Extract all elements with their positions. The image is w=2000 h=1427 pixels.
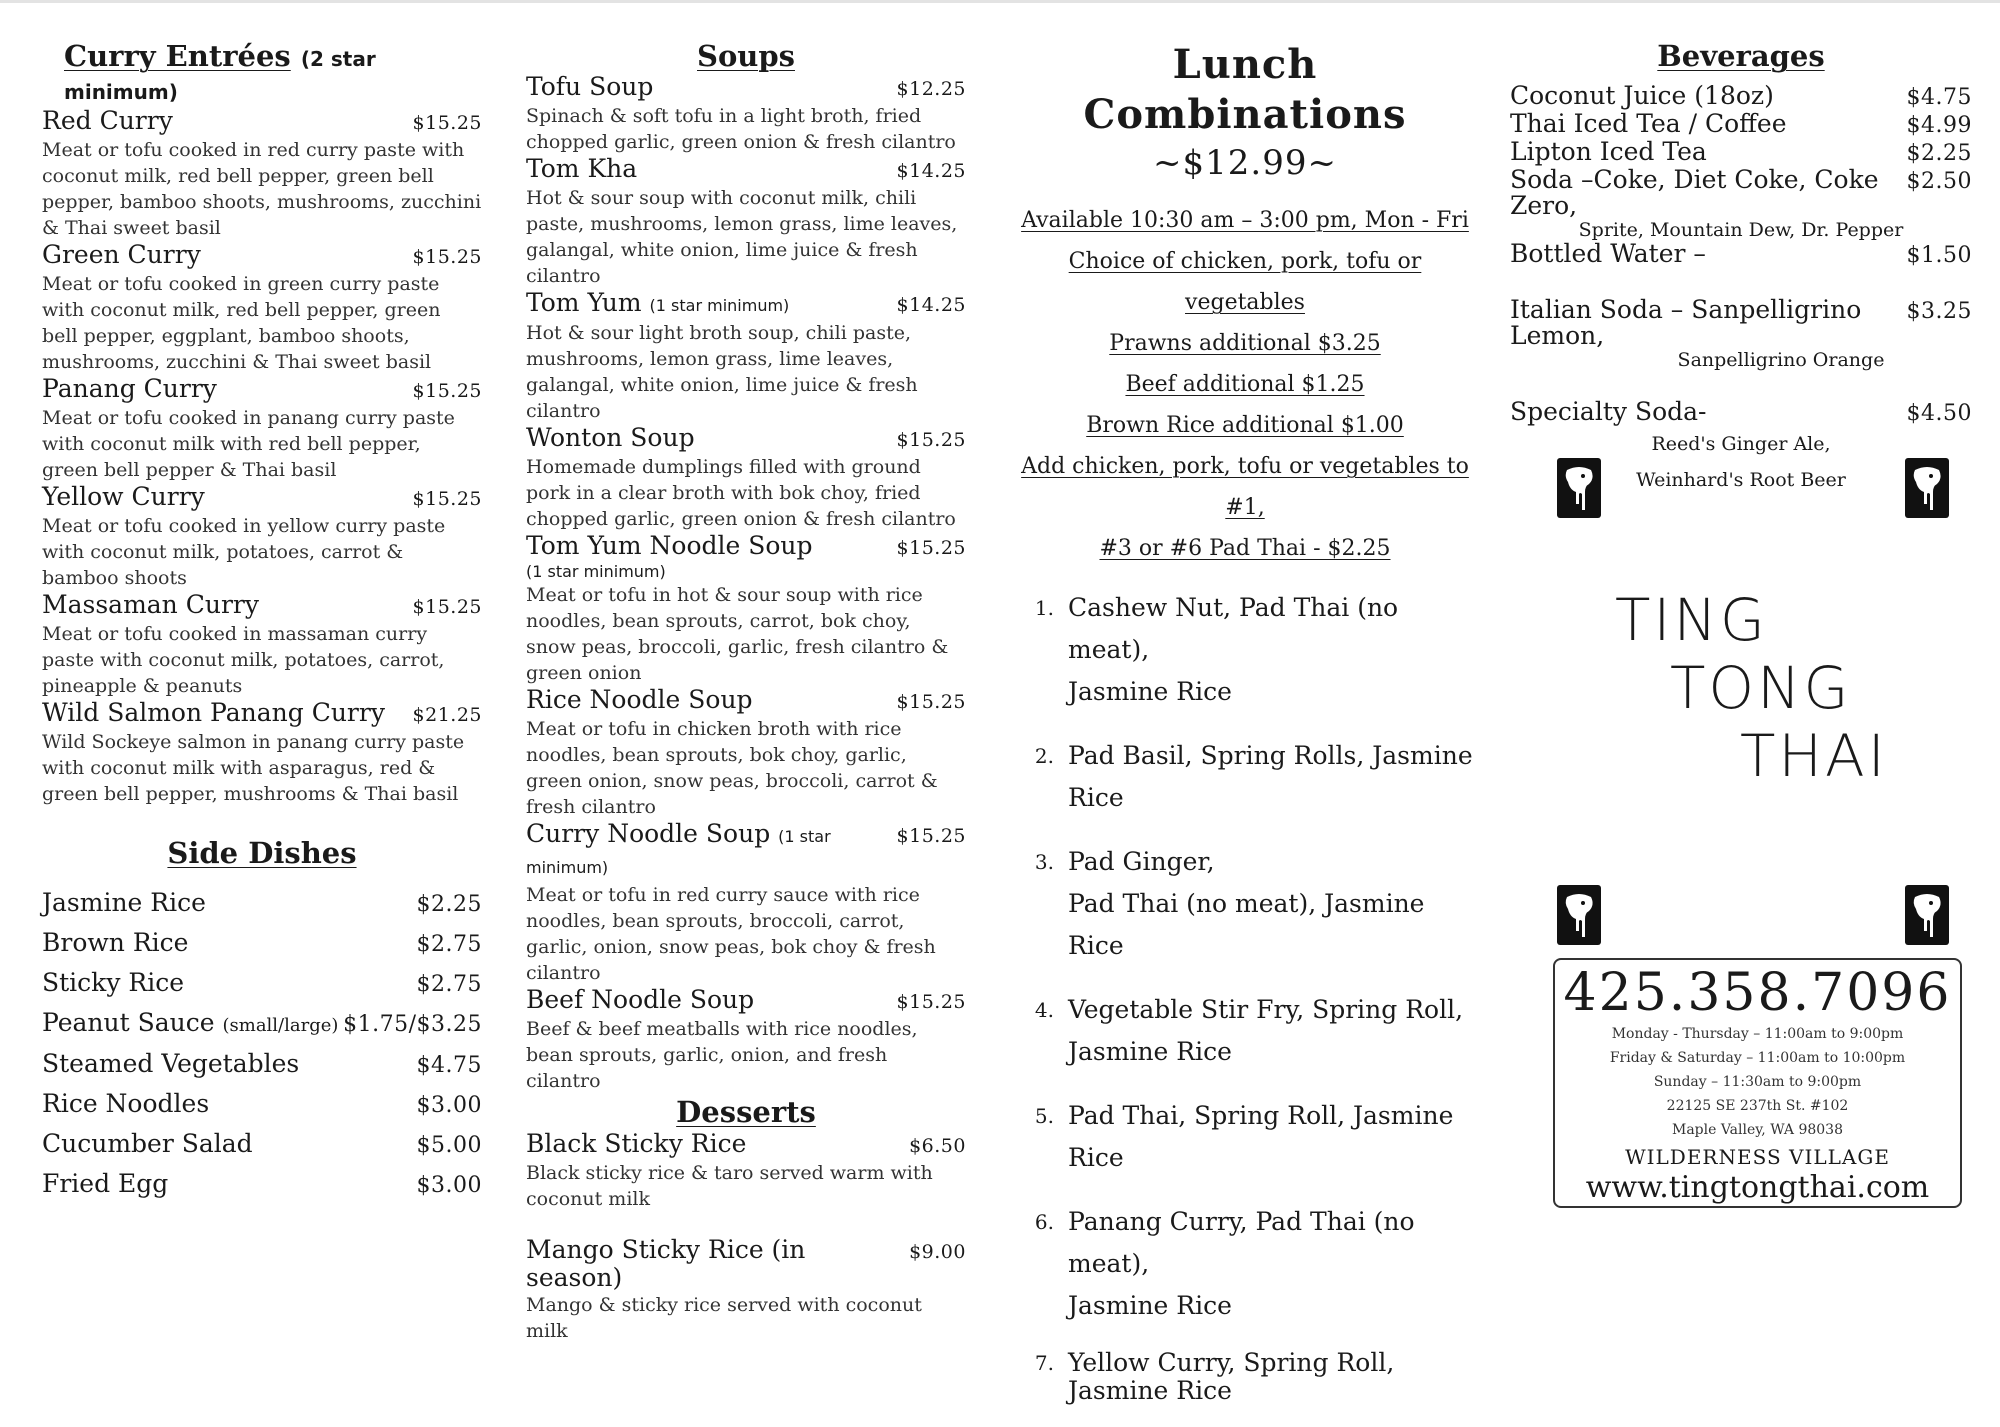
hours-address-list: [1555, 1022, 1960, 1142]
soups-heading: Soups: [697, 39, 795, 73]
curry-item-row: [42, 591, 482, 621]
beverage-row: [1510, 111, 1972, 139]
combo-number: 4.: [1034, 998, 1054, 1022]
soup-item-desc: Beef & beef meatballs with rice noodles, bean sprouts, garlic, onion, and fresh cilantro: [526, 1018, 918, 1093]
soup-item-row: [526, 424, 966, 454]
desserts-list: [526, 1130, 966, 1344]
lunch-combo-item: [1010, 735, 1480, 819]
brand-line-1: TING: [1615, 586, 1768, 654]
elephant-logo-icon: [1557, 885, 1601, 945]
side-dish-name: [42, 884, 206, 922]
side-dish-label: Steamed Vegetables: [42, 1049, 300, 1079]
side-dish-label: Cucumber Salad: [42, 1129, 253, 1159]
soup-item-price: $15.25: [896, 691, 966, 714]
dessert-item-name: Black Sticky Rice: [526, 1128, 747, 1158]
beverage-row: [1510, 139, 1972, 167]
side-dish-row: [42, 1125, 482, 1165]
combo-line-2: Jasmine Rice: [1068, 1037, 1232, 1066]
curry-item-name: Wild Salmon Panang Curry: [42, 697, 385, 727]
curry-item-desc: Meat or tofu cooked in red curry paste with coconut milk, red bell pepper, green bell pepper, bamboo shoots, mushrooms, zucchini & Thai sweet basil: [42, 138, 482, 239]
side-dish-name: [42, 964, 184, 1002]
side-dish-price: $2.75: [416, 932, 482, 958]
lunch-combo-item: [1010, 1349, 1480, 1405]
side-dish-price: $1.75/$3.25: [343, 1012, 482, 1038]
side-dish-row: [42, 1165, 482, 1205]
soup-item-name-wrap: [526, 73, 653, 101]
soup-item-name: Tom Yum Noodle Soup: [526, 531, 813, 561]
dessert-item: [526, 1236, 966, 1344]
curry-item-row: [42, 241, 482, 271]
lunch-rule: #3 or #6 Pad Thai - $2.25: [1099, 536, 1391, 561]
lunch-combo-item: [1010, 587, 1480, 713]
soup-item: [526, 424, 966, 532]
beverage-price: $4.99: [1906, 113, 1972, 139]
curry-item: [42, 107, 482, 241]
lunch-combo-item: [1010, 1201, 1480, 1327]
soup-item: [526, 986, 966, 1094]
combo-number: 2.: [1034, 744, 1054, 768]
soup-item-name-wrap: [526, 155, 637, 183]
column-beverages: [1510, 40, 1972, 491]
combo-line-1: Panang Curry, Pad Thai (no meat),: [1068, 1207, 1415, 1278]
soup-item-price: $12.25: [896, 78, 966, 101]
curry-item-row: [42, 107, 482, 137]
dessert-item: [526, 1130, 966, 1212]
column-lunch: [1010, 40, 1480, 1427]
side-dish-row: [42, 1004, 482, 1045]
brand-line-3: THAI: [1740, 722, 1888, 790]
curry-item-desc: Wild Sockeye salmon in panang curry paste with coconut milk with asparagus, red & green bell pepper, mushrooms & Thai basil: [42, 730, 465, 805]
soup-item-name: Tom Yum: [526, 288, 642, 318]
column-soups-desserts: [526, 40, 966, 1344]
side-dishes-list: [42, 884, 482, 1205]
restaurant-brand: [1615, 586, 1915, 790]
beverage-row: [1510, 167, 1972, 219]
phone-number[interactable]: 425.358.7096: [1563, 963, 1952, 1023]
soups-list: [526, 73, 966, 1094]
side-dish-note: (small/large): [222, 1015, 339, 1037]
soup-item-row: [526, 686, 966, 716]
soup-item-desc: Meat or tofu in hot & sour soup with rice noodles, bean sprouts, carrot, bok choy, snow peas, broccoli, garlic, fresh cilantro & green onion: [526, 584, 949, 685]
soup-item-name-wrap: [526, 424, 695, 452]
beverage-row: [1510, 83, 1972, 111]
website-link[interactable]: www.tingtongthai.com: [1585, 1170, 1930, 1205]
soup-item: [526, 289, 966, 424]
curry-item-desc: Meat or tofu cooked in green curry paste with coconut milk, red bell pepper, green bell pepper, eggplant, bamboo shoots, mushrooms, zucchini & Thai sweet basil: [42, 272, 441, 373]
side-dish-price: $3.00: [416, 1093, 482, 1119]
combo-text: [1068, 1095, 1453, 1179]
hours-line: Friday & Saturday – 11:00am to 10:00pm: [1609, 1050, 1906, 1066]
soup-item-row: [526, 73, 966, 103]
soup-item-row: [526, 155, 966, 185]
column-curry-sides: [42, 40, 482, 1205]
brand-line-2: TONG: [1670, 654, 1852, 722]
side-dish-row: [42, 924, 482, 964]
soup-item: [526, 686, 966, 820]
curry-item: [42, 699, 482, 807]
beverage-list: [1510, 83, 1972, 491]
side-dish-label: Sticky Rice: [42, 968, 185, 998]
curry-item-name: Panang Curry: [42, 373, 217, 403]
side-dish-price: $2.25: [416, 892, 482, 918]
specialty-soda-flavor-1: Reed's Ginger Ale,: [1651, 433, 1831, 456]
curry-item: [42, 375, 482, 483]
side-dish-row: [42, 884, 482, 924]
desserts-heading: Desserts: [676, 1095, 816, 1130]
side-dish-name: [42, 1004, 338, 1045]
soup-item-desc: Hot & sour soup with coconut milk, chili paste, mushrooms, lemon grass, lime leaves, galangal, white onion, lime juice & fresh cilantro: [526, 187, 958, 288]
side-dish-name: [42, 1045, 299, 1083]
elephant-logo-icon: [1905, 885, 1949, 945]
lunch-price: ~$12.99~: [1153, 143, 1337, 183]
curry-item-desc: Meat or tofu cooked in massaman curry paste with coconut milk, potatoes, carrot, pineapple & peanuts: [42, 622, 445, 697]
hours-line: Maple Valley, WA 98038: [1671, 1122, 1843, 1138]
soup-item: [526, 532, 966, 686]
soup-item-name: Beef Noodle Soup: [526, 985, 755, 1015]
soup-item-name-wrap: [526, 820, 897, 882]
side-dishes-heading: Side Dishes: [167, 835, 357, 870]
beverages-heading: Beverages: [1657, 39, 1825, 73]
dessert-item-desc: Black sticky rice & taro served warm with coconut milk: [526, 1161, 933, 1210]
soup-item-price: $14.25: [896, 160, 966, 183]
soup-item-price: $15.25: [896, 991, 966, 1014]
beverage-name: Thai Iced Tea / Coffee: [1510, 109, 1787, 139]
soup-item-sub-note: (1 star minimum): [526, 562, 666, 582]
combo-line-2: Pad Thai (no meat), Jasmine Rice: [1068, 889, 1425, 960]
beverage-specialty-soda: Specialty Soda- $4.50: [1510, 397, 1972, 427]
combo-text: [1068, 989, 1463, 1073]
side-dish-label: Brown Rice: [42, 928, 189, 958]
soup-item: [526, 155, 966, 289]
lunch-rule: Available 10:30 am – 3:00 pm, Mon - Fri: [1021, 208, 1469, 233]
lunch-combo-item: [1010, 1095, 1480, 1179]
curry-item-row: [42, 699, 482, 729]
beverage-name: Soda –Coke, Diet Coke, Coke Zero,: [1510, 165, 1879, 221]
dessert-item-price: $6.50: [909, 1134, 966, 1157]
combo-line-2: Rice: [1068, 1143, 1124, 1172]
side-dish-label: Jasmine Rice: [42, 888, 206, 918]
dessert-item-name: Mango Sticky Rice (in season): [526, 1234, 806, 1292]
side-dish-name: [42, 1165, 168, 1203]
italian-soda-flavor: Sanpelligrino Orange: [1677, 349, 1885, 372]
curry-item: [42, 241, 482, 375]
combo-line-1: Pad Ginger,: [1068, 847, 1215, 876]
curry-item-desc: Meat or tofu cooked in panang curry paste with coconut milk with red bell pepper, green bell pepper & Thai basil: [42, 406, 455, 481]
combo-line-2: Jasmine Rice: [1068, 677, 1232, 706]
beverage-name: Coconut Juice (18oz): [1510, 81, 1774, 111]
soup-item-row: [526, 820, 966, 882]
curry-item-name: Massaman Curry: [42, 589, 259, 619]
dessert-item-row: [526, 1236, 966, 1292]
soup-item-desc: Spinach & soft tofu in a light broth, fried chopped garlic, green onion & fresh cilantro: [526, 105, 956, 154]
lunch-title: Lunch Combinations: [1083, 41, 1407, 138]
beverage-bottled-water: Bottled Water – $1.50: [1510, 239, 1972, 269]
curry-item-price: $15.25: [412, 379, 482, 402]
soup-item-note: (1 star minimum): [526, 827, 831, 878]
side-dish-price: $4.75: [416, 1053, 482, 1079]
soup-item-name: Tofu Soup: [526, 72, 654, 102]
side-dish-name: [42, 1125, 253, 1163]
soup-item-price: $14.25: [896, 294, 966, 317]
soup-item-desc: Meat or tofu in red curry sauce with rice noodles, bean sprouts, broccoli, carrot, garlic, onion, snow peas, bok choy & fresh cilantro: [526, 884, 936, 985]
curry-item: [42, 591, 482, 699]
combo-line-2: Jasmine Rice: [1068, 1291, 1232, 1320]
lunch-rules: [1010, 200, 1480, 569]
lunch-combo-item: [1010, 989, 1480, 1073]
elephant-logo-icon: [1557, 458, 1601, 518]
soda-flavors: Sprite, Mountain Dew, Dr. Pepper: [1578, 219, 1904, 242]
soup-item-desc: Homemade dumplings filled with ground pork in a clear broth with bok choy, fried chopped garlic, green onion & fresh cilantro: [526, 456, 956, 531]
combo-number: 3.: [1034, 850, 1054, 874]
combo-line-1: Yellow Curry, Spring Roll,: [1068, 1348, 1395, 1377]
beverage-name: Lipton Iced Tea: [1510, 137, 1707, 167]
beverage-italian-soda: Italian Soda – Sanpelligrino Lemon, $3.25: [1510, 295, 1972, 351]
combo-number: 5.: [1034, 1104, 1054, 1128]
hours-line: Sunday – 11:30am to 9:00pm: [1653, 1074, 1862, 1090]
combo-line-1: Pad Thai, Spring Roll, Jasmine: [1068, 1101, 1454, 1130]
curry-item: [42, 483, 482, 591]
curry-item-price: $15.25: [412, 245, 482, 268]
combo-text: [1068, 1349, 1394, 1405]
side-dish-price: $5.00: [416, 1133, 482, 1159]
side-dish-label: Peanut Sauce: [42, 1008, 215, 1038]
soup-item-name: Tom Kha: [526, 154, 638, 184]
dessert-spacer: [526, 1212, 966, 1236]
soup-item-price: $15.25: [896, 429, 966, 452]
combo-number: 6.: [1034, 1210, 1054, 1234]
combo-line-2: Jasmine Rice: [1068, 1376, 1232, 1405]
side-dish-price: $2.75: [416, 972, 482, 998]
combo-line-1: Cashew Nut, Pad Thai (no meat),: [1068, 593, 1399, 664]
soup-item-row: [526, 986, 966, 1016]
curry-item-name: Yellow Curry: [42, 481, 205, 511]
elephant-logo-icon: [1905, 458, 1949, 518]
combo-text: [1068, 1201, 1480, 1327]
lunch-rule: Choice of chicken, pork, tofu or vegetables: [1068, 249, 1422, 315]
beverage-price: $2.50: [1906, 169, 1972, 195]
lunch-combo-list: [1010, 587, 1480, 1405]
soup-item-name-wrap: [526, 289, 789, 320]
combo-number: 7.: [1034, 1351, 1054, 1375]
soup-item-row: [526, 532, 966, 562]
soup-item-price: $15.25: [896, 825, 966, 848]
side-dish-label: Rice Noodles: [42, 1089, 210, 1119]
dessert-item-row: [526, 1130, 966, 1160]
combo-number: 1.: [1034, 596, 1054, 620]
beverage-price: $2.25: [1906, 141, 1972, 167]
lunch-combo-item: [1010, 841, 1480, 967]
top-border: [0, 0, 2000, 3]
soup-item-desc: Meat or tofu in chicken broth with rice noodles, bean sprouts, bok choy, garlic, green onion, snow peas, broccoli, carrot & fresh cilantro: [526, 718, 938, 819]
soup-item-note: (1 star minimum): [649, 296, 790, 316]
lunch-rule: Brown Rice additional $1.00: [1086, 413, 1404, 438]
soup-item-name-wrap: [526, 686, 753, 714]
beverage-price: $4.75: [1906, 85, 1972, 111]
curry-item-price: $15.25: [412, 111, 482, 134]
curry-item-price: $15.25: [412, 595, 482, 618]
wilderness-village-label: WILDERNESS VILLAGE: [1625, 1145, 1890, 1169]
hours-line: Monday - Thursday – 11:00am to 9:00pm: [1611, 1026, 1904, 1042]
dessert-item-price: $9.00: [909, 1240, 966, 1263]
soup-item-name-wrap: [526, 986, 754, 1014]
soup-item-name: Rice Noodle Soup: [526, 685, 753, 715]
side-dish-price: $3.00: [416, 1173, 482, 1199]
specialty-soda-flavor-2: Weinhard's Root Beer: [1636, 469, 1846, 492]
soup-item-row: [526, 289, 966, 320]
combo-line-2: Rice: [1068, 783, 1124, 812]
soup-item-name: Curry Noodle Soup: [526, 819, 771, 849]
hours-line: 22125 SE 237th St. #102: [1666, 1098, 1849, 1114]
soup-item-price: $15.25: [896, 537, 966, 560]
curry-item-price: $15.25: [412, 487, 482, 510]
combo-text: [1068, 841, 1480, 967]
curry-item-row: [42, 483, 482, 513]
side-dish-name: [42, 1085, 209, 1123]
contact-info-box: [1553, 958, 1962, 1208]
dessert-item-desc: Mango & sticky rice served with coconut milk: [526, 1293, 922, 1342]
side-dish-row: [42, 1045, 482, 1085]
curry-item-name: Green Curry: [42, 239, 201, 269]
curry-item-price: $21.25: [412, 703, 482, 726]
curry-item-row: [42, 375, 482, 405]
lunch-rule: Prawns additional $3.25: [1109, 331, 1381, 356]
side-dish-name: [42, 924, 188, 962]
soup-item: [526, 73, 966, 155]
side-dish-row: [42, 964, 482, 1004]
lunch-rule: Add chicken, pork, tofu or vegetables to #1,: [1021, 454, 1469, 520]
soup-item-name: Wonton Soup: [526, 423, 695, 453]
soup-item: [526, 820, 966, 986]
side-dish-label: Fried Egg: [42, 1169, 169, 1199]
curry-item-desc: Meat or tofu cooked in yellow curry paste with coconut milk, potatoes, carrot & bamboo shoots: [42, 514, 446, 589]
combo-text: [1068, 587, 1480, 713]
combo-text: [1068, 735, 1473, 819]
curry-item-name: Red Curry: [42, 105, 173, 135]
soup-item-name-wrap: [526, 532, 813, 560]
side-dish-row: [42, 1085, 482, 1125]
combo-line-1: Vegetable Stir Fry, Spring Roll,: [1068, 995, 1464, 1024]
soup-item-desc: Hot & sour light broth soup, chili paste, mushrooms, lemon grass, lime leaves, galangal, white onion, lime juice & fresh cilantro: [526, 322, 918, 423]
combo-line-1: Pad Basil, Spring Rolls, Jasmine: [1068, 741, 1473, 770]
curry-list: [42, 107, 482, 807]
lunch-rule: Beef additional $1.25: [1125, 372, 1365, 397]
curry-heading: Curry Entrées (2 star minimum): [64, 39, 376, 105]
